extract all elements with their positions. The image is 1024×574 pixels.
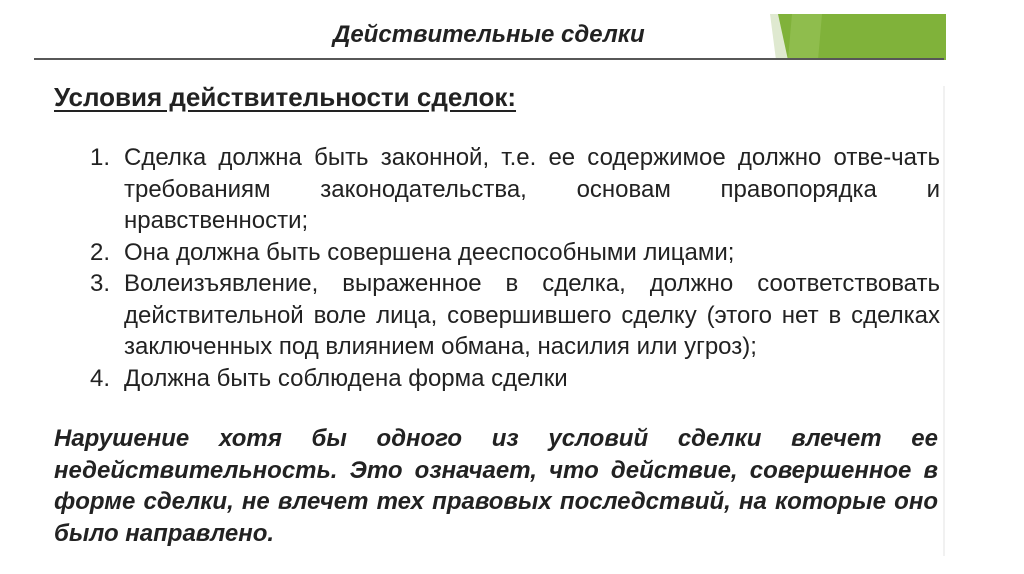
condition-number: 1.: [90, 144, 111, 171]
condition-item: [90, 363, 940, 395]
condition-number: 4.: [90, 364, 111, 392]
conclusion-paragraph: Нарушение хотя бы одного из условий сделки влечет ее недействительность. Это означает, что действие, совершенное в форме сделки, не влечет тех правовых последствий, на которые оно было направлено.: [54, 425, 938, 547]
condition-text: Волеизъявление, выраженное в сделка, должно соответствовать действительной воле лица, совершившего сделку (этого нет в сделках заключенных под влиянием обмана, насилия или угроз);: [124, 270, 940, 360]
condition-text: Должна быть соблюдена форма сделки: [124, 364, 568, 392]
slide-title: Действительные сделки: [333, 21, 645, 48]
condition-number: 3.: [90, 270, 111, 297]
condition-item: [90, 142, 940, 237]
condition-number: 2.: [90, 238, 111, 266]
condition-text: Сделка должна быть законной, т.е. ее содержимое должно отве-чать требованиям законодательства, основам правопорядка и нравственности;: [124, 144, 940, 234]
accent-highlight: [788, 14, 822, 60]
conditions-list: [90, 142, 940, 394]
condition-item: [90, 268, 940, 363]
header-divider: [34, 58, 944, 60]
condition-item: [90, 237, 940, 269]
slide-right-edge: [943, 86, 945, 556]
condition-text: Она должна быть совершена дееспособными лицами;: [124, 238, 735, 266]
corner-accent-shape: [760, 14, 946, 60]
conditions-heading: Условия действительности сделок:: [54, 82, 517, 112]
